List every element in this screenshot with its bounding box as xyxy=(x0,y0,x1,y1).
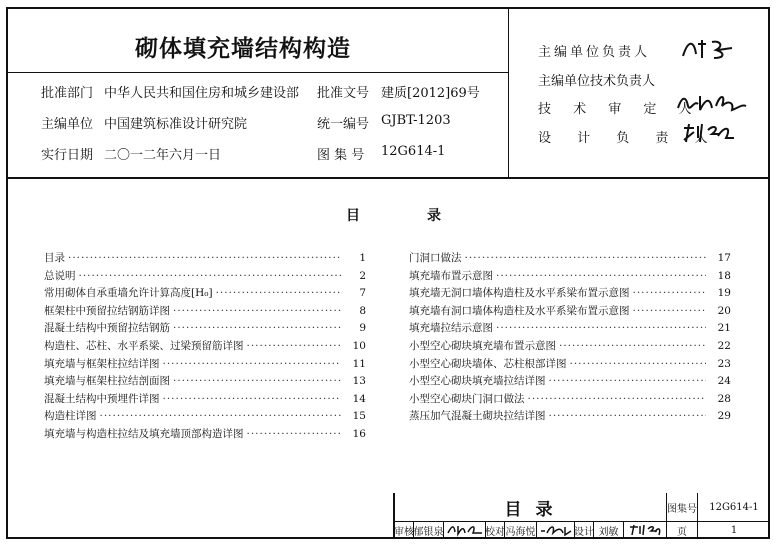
toc-entry-title: 填充墙与框架柱拉结详图 xyxy=(44,357,160,370)
toc-entry-title: 小型空心砌块填充墙拉结详图 xyxy=(409,375,546,388)
toc-leader-dots xyxy=(496,268,706,286)
toc-entry-title: 小型空心砌块墙体、芯柱根部详图 xyxy=(409,357,567,370)
design-label: 设计 xyxy=(575,521,594,539)
toc-entry xyxy=(44,303,366,321)
chief-tech-head-label: 主编单位技术负责人 xyxy=(538,74,656,89)
toc-leader-dots xyxy=(173,320,341,338)
toc-entry-title: 填充墙与框架柱拉结剖面图 xyxy=(44,375,170,388)
chief-unit-head-signature xyxy=(680,36,740,67)
toc-entry-title: 填充墙拉结示意图 xyxy=(409,322,493,335)
toc-entry xyxy=(44,338,366,356)
header-divider xyxy=(6,177,770,179)
toc-entry xyxy=(44,408,366,426)
toc-entry-page: 22 xyxy=(717,339,731,352)
toc-entry xyxy=(44,268,366,286)
toc-entry xyxy=(44,285,366,303)
toc-entry-title: 框架柱中预留拉结钢筋详图 xyxy=(44,304,170,317)
toc-entry xyxy=(409,338,731,356)
toc-leader-dots xyxy=(163,391,342,409)
toc-entry-title: 填充墙布置示意图 xyxy=(409,269,493,282)
chief-unit-head-label: 主编单位负责人 xyxy=(538,45,651,60)
toc-entry-title: 填充墙有洞口墙体构造柱及水平系梁布置示意图 xyxy=(409,304,630,317)
toc-entry xyxy=(409,285,731,303)
toc-entry-page: 29 xyxy=(717,410,731,423)
toc-entry-page: 21 xyxy=(717,322,731,335)
toc-leader-dots xyxy=(549,408,707,426)
toc-entry-title: 混凝土结构中预留拉结钢筋 xyxy=(44,322,170,335)
toc-entry-title: 填充墙与构造柱拉结及填充墙顶部构造详图 xyxy=(44,427,244,440)
toc-entry-title: 混凝土结构中预埋件详图 xyxy=(44,392,160,405)
toc-heading-left: 目 xyxy=(346,208,360,224)
designer-name: 刘敏 xyxy=(594,521,624,539)
page-number: 1 xyxy=(730,524,738,536)
approval-dept: 中华人民共和国住房和城乡建设部 xyxy=(104,86,300,101)
sheet-title: 目 录 xyxy=(395,493,667,521)
toc-entry-page: 16 xyxy=(352,427,366,440)
toc-leader-dots xyxy=(216,285,341,303)
toc-entry-title: 填充墙无洞口墙体构造柱及水平系梁布置示意图 xyxy=(409,287,630,300)
toc-entry xyxy=(44,391,366,409)
approval-doc: 建质[2012]69号 xyxy=(381,86,480,101)
toc-leader-dots xyxy=(100,408,342,426)
toc-leader-dots xyxy=(570,356,707,374)
page-title: 砌体填充墙结构构造 xyxy=(135,35,351,62)
toc-leader-dots xyxy=(163,356,342,374)
toc-entry-title: 蒸压加气混凝土砌块拉结详图 xyxy=(409,410,546,423)
design-head-label: 设 计 负 责 人 xyxy=(538,131,719,146)
checker-signature xyxy=(537,521,575,539)
tech-reviewer-signature xyxy=(676,90,748,121)
toc-entry xyxy=(44,356,366,374)
page-label: 页 xyxy=(667,521,698,539)
toc-leader-dots xyxy=(549,373,707,391)
approval-doc-label: 批准文号 xyxy=(317,86,370,101)
toc-entry-title: 小型空心砌块填充墙布置示意图 xyxy=(409,339,556,352)
toc-entry-page: 13 xyxy=(352,375,366,388)
toc-entry-page: 19 xyxy=(717,287,731,300)
toc-entry-page: 24 xyxy=(717,375,731,388)
toc-leader-dots xyxy=(465,250,707,268)
toc-entry xyxy=(409,373,731,391)
toc-heading-right: 录 xyxy=(427,208,441,224)
header-vertical-divider xyxy=(508,7,509,177)
toc-entry xyxy=(409,250,731,268)
toc-entry-title: 常用砌体自承重墙允许计算高度[H₀] xyxy=(44,287,213,300)
toc-entry-page: 14 xyxy=(352,392,366,405)
toc-entry-page: 2 xyxy=(359,269,366,282)
toc-entry-page: 8 xyxy=(359,304,366,317)
compiler: 中国建筑标准设计研究院 xyxy=(104,117,248,132)
toc-entry-title: 小型空心砌块门洞口做法 xyxy=(409,392,525,405)
design-head-signature xyxy=(680,120,736,151)
toc-leader-dots xyxy=(559,338,706,356)
toc-right-column xyxy=(409,250,731,426)
title-underline xyxy=(7,72,508,73)
toc-leader-dots xyxy=(247,338,342,356)
title-block xyxy=(393,493,770,539)
atlas-no-label: 图 集 号 xyxy=(317,148,365,163)
toc-entry-page: 28 xyxy=(717,392,731,405)
unified-no-label: 统一编号 xyxy=(317,117,370,132)
toc-entry xyxy=(409,320,731,338)
atlas-no-cell: 12G614-1 xyxy=(709,501,759,513)
toc-leader-dots xyxy=(633,303,707,321)
toc-leader-dots xyxy=(79,268,342,286)
toc-entry xyxy=(409,268,731,286)
toc-leader-dots xyxy=(173,373,341,391)
toc-leader-dots xyxy=(528,391,707,409)
approval-dept-label: 批准部门 xyxy=(41,86,94,101)
compiler-label: 主编单位 xyxy=(41,117,94,132)
toc-entry-page: 20 xyxy=(717,304,731,317)
toc-entry xyxy=(44,320,366,338)
toc-entry xyxy=(409,408,731,426)
atlas-no: 12G614-1 xyxy=(381,144,446,159)
checker-name: 冯海悦 xyxy=(505,521,537,539)
reviewer-signature xyxy=(444,521,486,539)
toc-entry xyxy=(409,303,731,321)
toc-entry xyxy=(44,250,366,268)
toc-entry xyxy=(409,356,731,374)
toc-entry-title: 构造柱详图 xyxy=(44,410,97,423)
reviewer-name: 郁银泉 xyxy=(414,521,444,539)
toc-entry-page: 18 xyxy=(717,269,731,282)
toc-entry-title: 总说明 xyxy=(44,269,76,282)
toc-leader-dots xyxy=(633,285,707,303)
effective-date: 二〇一二年六月一日 xyxy=(104,148,222,163)
toc-leader-dots xyxy=(68,250,341,268)
designer-signature xyxy=(624,521,667,539)
toc-entry-title: 构造柱、芯柱、水平系梁、过梁预留筋详图 xyxy=(44,339,244,352)
toc-left-column xyxy=(44,250,366,444)
atlas-no-label-cell: 图集号 xyxy=(667,493,698,521)
toc-entry xyxy=(44,373,366,391)
toc-leader-dots xyxy=(247,426,342,444)
tech-reviewer-label: 技 术 审 定 人 xyxy=(538,102,701,117)
toc-entry-page: 7 xyxy=(359,287,366,300)
unified-no: GJBT-1203 xyxy=(381,113,451,128)
toc-leader-dots xyxy=(173,303,341,321)
toc-entry-page: 11 xyxy=(352,357,366,370)
toc-entry-page: 23 xyxy=(717,357,731,370)
toc-entry xyxy=(409,391,731,409)
toc-entry-page: 10 xyxy=(352,339,366,352)
review-label: 审核 xyxy=(395,521,414,539)
toc-entry-title: 门洞口做法 xyxy=(409,252,462,264)
toc-entry-page: 17 xyxy=(717,252,731,264)
check-label: 校对 xyxy=(486,521,505,539)
toc-entry-title: 目录 xyxy=(44,252,65,264)
effective-date-label: 实行日期 xyxy=(41,148,94,163)
toc-leader-dots xyxy=(496,320,706,338)
toc-entry-page: 9 xyxy=(359,322,366,335)
toc-entry-page: 1 xyxy=(359,252,366,264)
toc-entry-page: 15 xyxy=(352,410,366,423)
toc-entry xyxy=(44,426,366,444)
